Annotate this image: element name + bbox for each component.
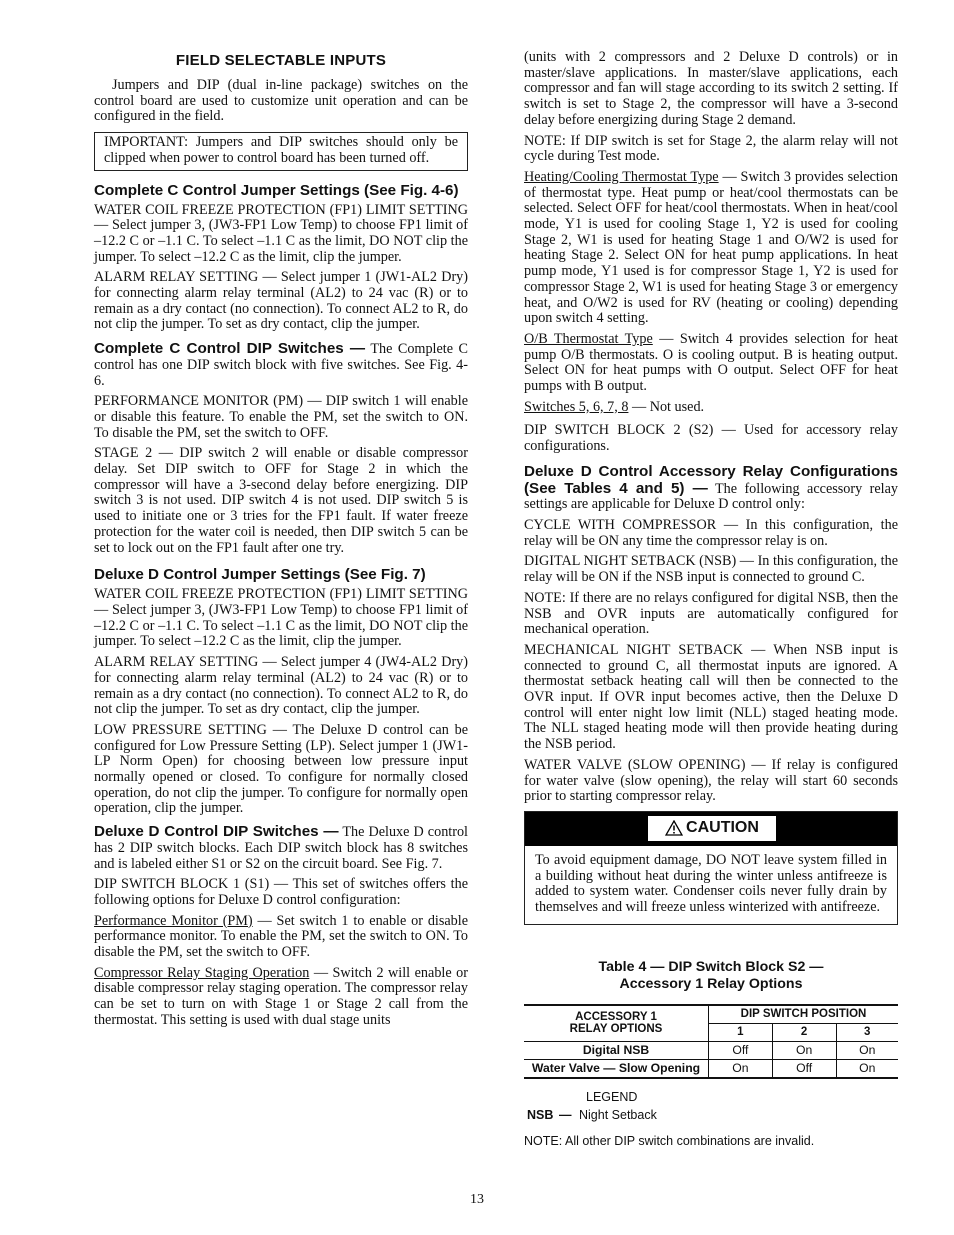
- ob-label: O/B Thermostat Type: [524, 330, 653, 347]
- table-row: [524, 1041, 898, 1059]
- heading-complete-c-dip: Complete C Control DIP Switches —: [94, 340, 366, 358]
- table-row: [524, 1059, 898, 1078]
- c-dip-paragraph: [94, 341, 468, 389]
- important-box: [94, 132, 468, 170]
- legend-abbr: NSB: [527, 1107, 554, 1122]
- accessory-paragraph: [524, 464, 898, 513]
- caution-body: [525, 846, 897, 924]
- table-header-accessory: [524, 1005, 709, 1042]
- table-note: NOTE: All other DIP switch combinations are invalid.: [524, 1133, 815, 1148]
- ob-paragraph: [524, 332, 898, 395]
- switches-text: — Not used.: [628, 398, 705, 415]
- legend-dash: —: [559, 1107, 572, 1122]
- caution-header: [525, 812, 897, 846]
- row-cell: On: [709, 1059, 773, 1078]
- row-cell: On: [772, 1041, 836, 1059]
- hc-label: Heating/Cooling Thermostat Type: [524, 168, 719, 185]
- page-number: 13: [470, 1192, 484, 1207]
- dip-switch-table: [524, 1004, 898, 1079]
- pm-paragraph: [94, 914, 468, 961]
- table-header-position-1: 1: [709, 1023, 773, 1041]
- d-dip-text: The Deluxe D control has 2 DIP switch blocks. Each DIP switch block has 8 switches and is labeled either S1 or S2 on the circuit board. See Fig. 7.: [94, 824, 468, 872]
- caution-label: [648, 816, 776, 841]
- pm-label: Performance Monitor (PM): [94, 912, 253, 929]
- table-title-line-1: Table 4 — DIP Switch Block S2 —: [598, 958, 824, 975]
- heading-accessory: Deluxe D Control Accessory Relay Configurations (See Tables 4 and 5) —: [524, 462, 898, 497]
- row-cell: On: [836, 1059, 898, 1078]
- c-alarm-paragraph: ALARM RELAY SETTING — Select jumper 1 (JW1-AL2 Dry) for connecting alarm relay terminal (AL2) to 24 vac (R) or to remain as a dry contact (no connection). To connect AL2 to R, do not clip the jumper. To set as dry contact, clip the jumper.: [94, 269, 468, 333]
- accessory-text: The following accessory relay settings are applicable for Deluxe D control only:: [524, 480, 898, 513]
- table-header-dip-position: DIP SWITCH POSITION: [709, 1005, 899, 1024]
- hc-text: — Switch 3 provides selection of thermostat type. Heat pump or heat/cool thermostats can be selected. Select OFF for heat/cool thermostats. When in heat/cool mode, Y1 is used for cooling Stage 1, Y2 is used for cooling Stage 2, W1 is used for heating Stage 1 and O/W2 is used for heating Stage 2. Select ON for heat pump applications. In heat pump mode, Y1 used is for compressor Stage 1, Y2 is used for compressor Stage 2, W1 is used for heating Stage 3 or emergency heat, and O/W2 is used for RV (heating or cooling) depending upon switch 4 setting.: [524, 168, 898, 327]
- row-cell: Off: [772, 1059, 836, 1078]
- row-cell: On: [836, 1041, 898, 1059]
- table-header-position-3: 3: [836, 1023, 898, 1041]
- hc-paragraph: [524, 170, 898, 327]
- ob-text: — Switch 4 provides selection for heat pump O/B thermostats. O is cooling output. B is heating output. Select ON for heat pumps with O output. Select OFF for heat pumps with B output.: [524, 330, 898, 395]
- switches-paragraph: [524, 400, 898, 416]
- water-valve-paragraph: WATER VALVE (SLOW OPENING) — If relay is configured for water valve (slow opening), the relay will start 60 seconds prior to starting compressor relay.: [524, 756, 898, 805]
- d-lowpressure-paragraph: LOW PRESSURE SETTING — The Deluxe D control can be configured for Low Pressure Setting (LP). Select jumper 1 (JW1-LP Norm Open) for choosing between low pressure input normally opened or closed. To configure for normally closed operation, do not clip the jumper. To configure for normally open operation, clip the jumper.: [94, 721, 468, 817]
- legend-definition: Night Setback: [579, 1107, 657, 1122]
- c-stage2-paragraph: STAGE 2 — DIP switch 2 will enable or disable compressor delay. Set DIP switch to OFF for Stage 2 in which the compressor will have a 3-second delay before energizing. DIP switch 3 is not used. DIP switch 4 is not used. DIP switch 5 is used to initiate one or 3 tries for the FP1 fault. If water freeze protection for the water coil is needed, then DIP switch 5 can be set to lock out on the FP1 fault after one try.: [94, 445, 468, 556]
- important-text: IMPORTANT: Jumpers and DIP switches should only be clipped when power to control board has been turned off.: [104, 134, 458, 166]
- d-alarm-paragraph: ALARM RELAY SETTING — Select jumper 4 (JW4-AL2 Dry) for connecting alarm relay terminal (AL2) to 24 vac (R) or to remain as a dry contact (no connection). To connect AL2 to R, do not clip the jumper. To set as dry contact, clip the jumper.: [94, 654, 468, 718]
- table-legend: [524, 1090, 898, 1122]
- crs-text: — Switch 2 will enable or disable compressor relay staging operation. The compressor relay can be set to turn on with Stage 1 or Stage 2 call from the thermostat. This setting is used with dual stage units: [94, 964, 468, 1028]
- nsb-paragraph: DIGITAL NIGHT SETBACK (NSB) — In this configuration, the relay will be ON if the NSB input is connected to ground C.: [524, 553, 898, 586]
- table-caption: [524, 959, 898, 993]
- heading-deluxe-d-dip: Deluxe D Control DIP Switches —: [94, 823, 339, 841]
- cycle-paragraph: CYCLE WITH COMPRESSOR — In this configuration, the relay will be ON any time the compressor relay is on.: [524, 516, 898, 549]
- mechanical-paragraph: MECHANICAL NIGHT SETBACK — When NSB input is connected to ground C, all thermostat inputs are ignored. A thermostat setback heating call will then be connected to the OVR input. If OVR input becomes active, then the Deluxe D control will enter night low limit (NLL) staged heating mode. The NLL staged heating mode will then provide heating during the NSB period.: [524, 641, 898, 753]
- table-header-position-2: 2: [772, 1023, 836, 1041]
- header-accessory-line-2: RELAY OPTIONS: [569, 1023, 663, 1036]
- right-column: [524, 50, 898, 1148]
- c-fp1-paragraph: WATER COIL FREEZE PROTECTION (FP1) LIMIT SETTING — Select jumper 3, (JW3-FP1 Low Temp) to choose FP1 limit of –12.2 C or –1.1 C. To select –1.1 C as the limit, DO NOT clip the jumper. To select –12.2 C as the limit, clip the jumper.: [94, 201, 468, 265]
- continued-paragraph: (units with 2 compressors and 2 Deluxe D controls) or in master/slave applications. In master/slave applications, each compressor and fan will stage according to its switch 2 setting. If switch is set to Stage 2, the compressor will have a 3-second delay before energizing during Stage 2 demand.: [524, 49, 898, 128]
- warning-triangle-icon: [665, 820, 683, 836]
- note-alarm-paragraph: NOTE: If DIP switch is set for Stage 2, the alarm relay will not cycle during Test mode.: [524, 132, 898, 165]
- caution-box: [524, 811, 898, 925]
- heading-complete-c-jumper: Complete C Control Jumper Settings (See Fig. 4-6): [94, 181, 459, 199]
- left-column: [94, 50, 468, 1034]
- heading-deluxe-d-jumper: Deluxe D Control Jumper Settings (See Fig. 7): [94, 566, 426, 584]
- s2-paragraph: DIP SWITCH BLOCK 2 (S2) — Used for accessory relay configurations.: [524, 422, 898, 455]
- c-pm-paragraph: PERFORMANCE MONITOR (PM) — DIP switch 1 will enable or disable this feature. To enable the PM, set the switch to ON. To disable the PM, set the switch to OFF.: [94, 393, 468, 441]
- d-fp1-paragraph: WATER COIL FREEZE PROTECTION (FP1) LIMIT SETTING — Select jumper 3, (JW3-FP1 Low Temp) to choose FP1 limit of –12.2 C or –1.1 C. To select –1.1 C as the limit, DO NOT clip the jumper. To select –12.2 C as the limit, clip the jumper.: [94, 586, 468, 650]
- note-nsb-paragraph: NOTE: If there are no relays configured for digital NSB, then the NSB and OVR inputs are automatically configured for mechanical operation.: [524, 589, 898, 638]
- legend-title: LEGEND: [586, 1089, 638, 1104]
- crs-paragraph: [94, 966, 468, 1029]
- row-cell: Off: [709, 1041, 773, 1059]
- section-title: FIELD SELECTABLE INPUTS: [175, 52, 387, 69]
- caution-text: To avoid equipment damage, DO NOT leave system filled in a building without heat during the winter unless antifreeze is added to system water. Condenser coils never fully drain by themselves and will freeze unless winterized with antifreeze.: [535, 851, 887, 916]
- header-accessory-line-1: ACCESSORY 1: [575, 1011, 657, 1024]
- d-dip-paragraph: [94, 824, 468, 872]
- caution-label-text: CAUTION: [686, 819, 759, 837]
- intro-paragraph: Jumpers and DIP (dual in-line package) switches on the control board are used to customize unit operation and can be configured in the field.: [94, 77, 468, 125]
- crs-label: Compressor Relay Staging Operation: [94, 964, 310, 981]
- row-label: Water Valve — Slow Opening: [524, 1059, 709, 1078]
- legend-row: [524, 1108, 898, 1122]
- switches-label: Switches 5, 6, 7, 8: [524, 398, 629, 415]
- c-dip-text: The Complete C control has one DIP switch block with five switches. See Fig. 4-6.: [94, 341, 468, 389]
- table-title-line-2: Accessory 1 Relay Options: [619, 975, 803, 992]
- pm-text: — Set switch 1 to enable or disable performance monitor. To enable the PM, set the switch to ON. To disable the PM, set the switch to OFF.: [94, 912, 469, 961]
- row-label: Digital NSB: [524, 1041, 709, 1059]
- d-s1-paragraph: DIP SWITCH BLOCK 1 (S1) — This set of switches offers the following options for Deluxe D control configuration:: [94, 876, 468, 908]
